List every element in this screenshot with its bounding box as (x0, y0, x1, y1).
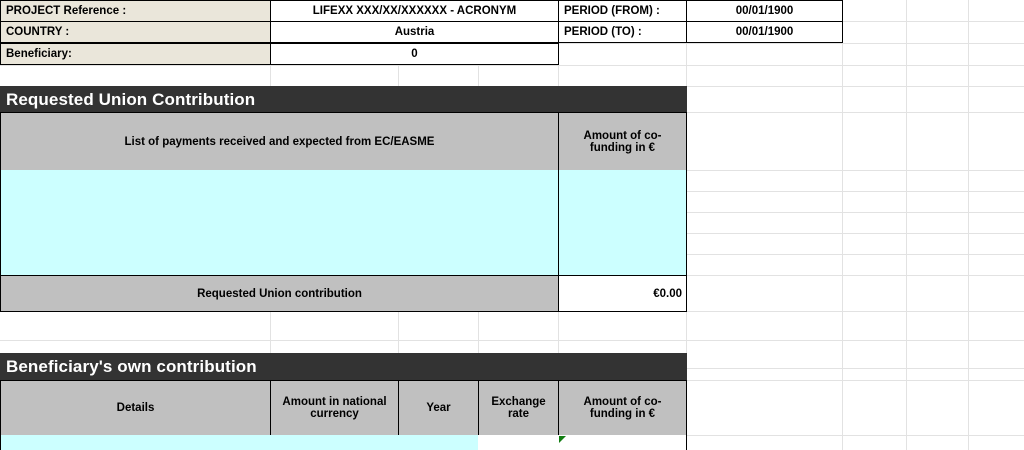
union-row-amount[interactable] (558, 170, 687, 192)
beneficiary-row-year[interactable] (398, 435, 479, 450)
beneficiary-row-amount-eur[interactable] (558, 435, 687, 450)
period-to-label: PERIOD (TO) : (558, 21, 687, 43)
beneficiary-column-header-amount-national: Amount in national currency (270, 380, 399, 436)
union-row-details[interactable] (0, 212, 559, 234)
period-from-label: PERIOD (FROM) : (558, 0, 687, 22)
beneficiary-label: Beneficiary: (0, 43, 271, 65)
beneficiary-row-exchange-rate[interactable] (478, 435, 559, 450)
grid-column-line (968, 0, 969, 450)
union-row-details[interactable] (0, 170, 559, 192)
grid-row-line (0, 340, 1024, 341)
beneficiary-column-header-year: Year (398, 380, 479, 436)
cell-error-indicator-icon (559, 436, 566, 443)
union-row-amount[interactable] (558, 191, 687, 213)
beneficiary-value[interactable]: 0 (270, 43, 559, 65)
union-column-header-payments: List of payments received and expected from EC/EASME (0, 112, 559, 171)
beneficiary-row-details[interactable] (0, 435, 271, 450)
beneficiary-column-header-exchange-rate: Exchange rate (478, 380, 559, 436)
beneficiary-own-contribution-banner: Beneficiary's own contribution (0, 353, 687, 380)
union-row-amount[interactable] (558, 254, 687, 276)
grid-column-line (842, 0, 843, 450)
union-row-details[interactable] (0, 254, 559, 276)
union-row-amount[interactable] (558, 233, 687, 255)
period-from-value[interactable]: 00/01/1900 (686, 0, 843, 22)
beneficiary-column-header-details: Details (0, 380, 271, 436)
period-to-value[interactable]: 00/01/1900 (686, 21, 843, 43)
grid-row-line (0, 65, 1024, 66)
requested-union-contribution-total-value: €0.00 (558, 275, 687, 312)
country-value[interactable]: Austria (270, 21, 559, 43)
requested-union-contribution-total-label: Requested Union contribution (0, 275, 559, 312)
union-row-details[interactable] (0, 191, 559, 213)
beneficiary-column-header-amount-eur: Amount of co-funding in € (558, 380, 687, 436)
union-row-details[interactable] (0, 233, 559, 255)
beneficiary-row-amount-national[interactable] (270, 435, 399, 450)
union-column-header-amount: Amount of co-funding in € (558, 112, 687, 171)
country-label: COUNTRY : (0, 21, 271, 43)
union-row-amount[interactable] (558, 212, 687, 234)
project-reference-label: PROJECT Reference : (0, 0, 271, 22)
grid-column-line (906, 0, 907, 450)
project-reference-value[interactable]: LIFEXX XXX/XX/XXXXXX - ACRONYM (270, 0, 559, 22)
requested-union-contribution-banner: Requested Union Contribution (0, 86, 687, 113)
